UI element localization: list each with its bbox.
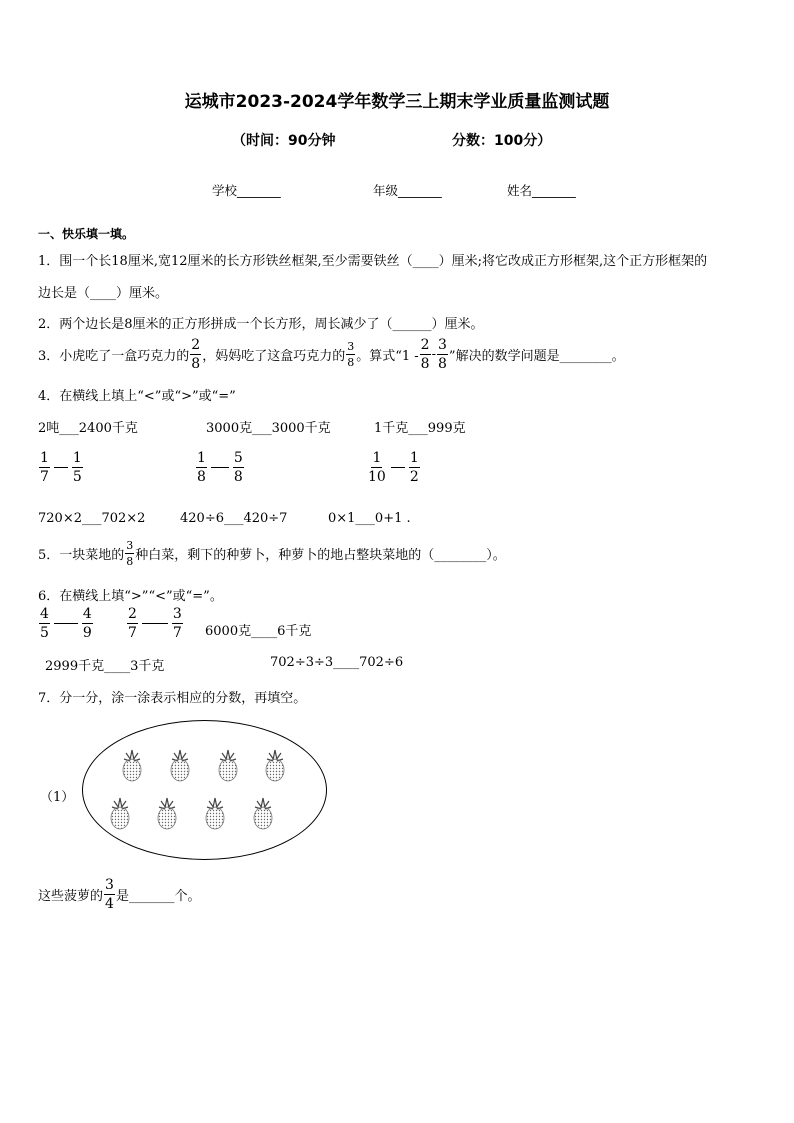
fraction: $\frac{3}{8}$: [347, 340, 355, 369]
school-field: 学校_______: [212, 183, 281, 198]
q7-part-label: （1）: [40, 790, 75, 805]
exam-score: 分数：100分）: [452, 133, 552, 149]
question-1-line-2: 边长是（____）厘米。: [38, 286, 169, 301]
q6-fraction-compare-1: $\frac{4}{5}$ $\frac{4}{9}$: [40, 606, 92, 641]
q4-compare-3: 1千克___999克: [374, 421, 466, 436]
pineapple-icon: [219, 750, 237, 781]
name-field: 姓名_______: [507, 183, 576, 198]
q7-answer-line: [38, 878, 200, 911]
question-7-heading: 7．分一分，涂一涂表示相应的分数，再填空。: [38, 691, 307, 706]
section-heading: 一、快乐填一填。: [38, 227, 135, 241]
pineapple-icon: [266, 750, 284, 781]
pineapple-icon: [254, 798, 272, 829]
q3-text-e: ”解决的数学问题是________。: [448, 349, 625, 364]
q4-compare-1: 2吨___2400千克: [38, 421, 138, 436]
fraction: $\frac{3}{4}$: [105, 877, 114, 912]
q5-text-b: 种白菜，剩下的种萝卜，种萝卜的地占整块菜地的（________）。: [135, 548, 506, 563]
q3-text-c: 。算式“1 -: [356, 349, 419, 364]
q4-compare-4: 720×2___702×2: [38, 511, 146, 526]
q4-fraction-compare-2: $\frac{1}{8}$ $\frac{5}{8}$: [197, 450, 243, 485]
pineapple-icon: [206, 798, 224, 829]
fraction: $\frac{3}{8}$: [126, 539, 134, 568]
question-3: [38, 338, 625, 371]
q6-compare-3: 6000克____6千克: [205, 624, 312, 639]
exam-time: （时间：90分钟: [232, 133, 336, 149]
q3-text-b: ，妈妈吃了这盒巧克力的: [202, 349, 346, 364]
fraction: $\frac{2}{8}$: [191, 337, 201, 372]
question-1-line-1: 1．围一个长18厘米,宽12厘米的长方形铁丝框架,至少需要铁丝（____）厘米;将它改成正方形框架,这个正方形框架的: [38, 254, 708, 269]
fraction: $\frac{3}{8}$: [438, 337, 447, 372]
q6-compare-4: 2999千克____3千克: [45, 659, 165, 674]
q3-text-a: 3．小虎吃了一盒巧克力的: [38, 349, 190, 364]
q7-text-b: 是_______个。: [115, 889, 201, 904]
q6-compare-5: 702÷3÷3____702÷6: [270, 655, 404, 670]
page-title: 运城市2023-2024学年数学三上期末学业质量监测试题: [184, 92, 610, 112]
question-2: 2．两个边长是8厘米的正方形拼成一个长方形，周长减少了（______）厘米。: [38, 317, 484, 332]
fraction: $\frac{2}{8}$: [420, 337, 430, 372]
pineapple-icon: [111, 798, 129, 829]
pineapple-icon: [171, 750, 189, 781]
q6-fraction-compare-2: $\frac{2}{7}$ $\frac{3}{7}$: [128, 606, 182, 641]
q5-text-a: 5．一块菜地的: [38, 548, 125, 563]
pineapples-illustration: [82, 720, 325, 858]
question-4-heading: 4．在横线上填上“<”或“>”或“=”: [38, 389, 236, 404]
q4-compare-2: 3000克___3000千克: [206, 421, 331, 436]
q4-compare-6: 0×1___0+1 .: [328, 511, 411, 526]
minus-sign: -: [431, 347, 436, 362]
question-5: [38, 540, 506, 567]
pineapple-icon: [158, 798, 176, 829]
q4-compare-5: 420÷6___420÷7: [180, 511, 288, 526]
q4-fraction-compare-1: $\frac{1}{7}$ $\frac{1}{5}$: [40, 450, 82, 485]
q7-text-a: 这些菠萝的: [38, 889, 104, 904]
grade-field: 年级_______: [373, 183, 442, 198]
question-6-heading: 6．在横线上填“>”“<”或“=”。: [38, 589, 223, 604]
pineapple-icon: [123, 750, 141, 781]
q4-fraction-compare-3: $\frac{1}{10}$ $\frac{1}{2}$: [368, 450, 419, 485]
